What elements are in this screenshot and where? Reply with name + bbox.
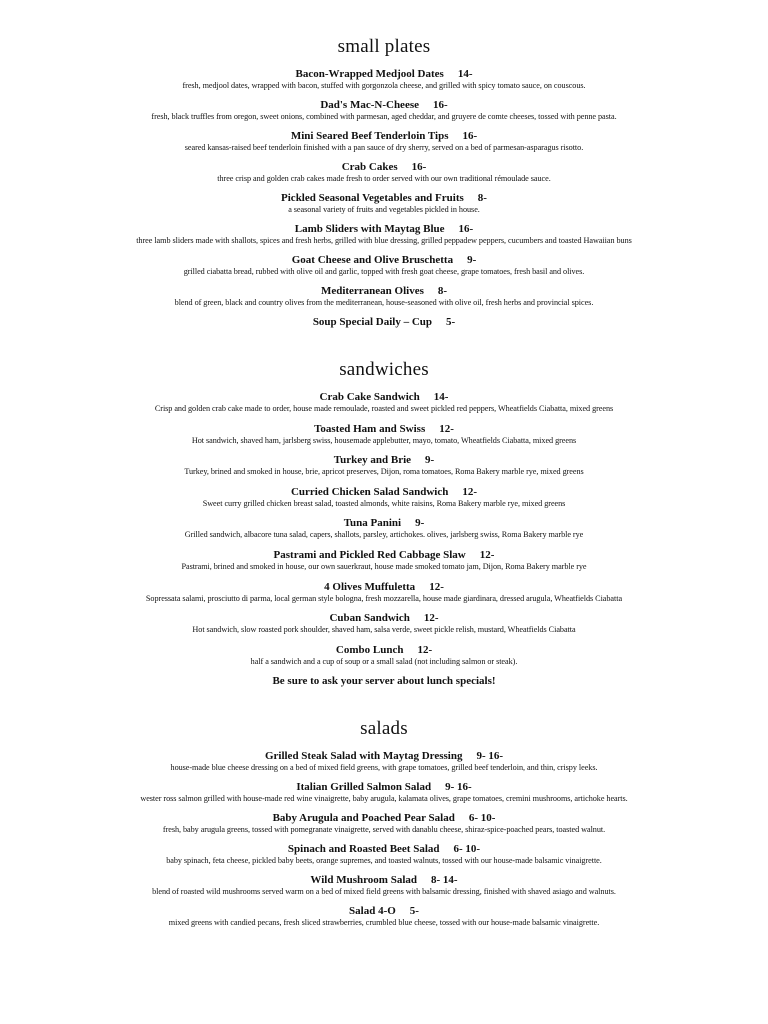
item-list-sandwiches — [0, 391, 768, 667]
menu-item — [0, 750, 768, 773]
menu-item — [0, 391, 768, 414]
menu-item-heading — [0, 549, 768, 562]
menu-item-description: seared kansas-raised beef tenderloin finished with a pan sauce of dry sherry, served on a bed of parmesan-asparagus risotto. — [184, 143, 584, 152]
menu-item-price: 8- — [477, 192, 487, 204]
menu-item-description: wester ross salmon grilled with house-made red wine vinaigrette, baby arugula, kalamata olives, grape tomatoes, cremini mushrooms, artichoke hearts. — [140, 794, 628, 804]
menu-item-name: Italian Grilled Salmon Salad — [296, 781, 432, 794]
menu-item-heading — [0, 517, 768, 530]
menu-item-price: 6- 10- — [468, 812, 496, 825]
menu-item-description: Hot sandwich, shaved ham, jarlsberg swiss, housemade applebutter, mayo, tomato, Wheatfields Ciabatta, mixed greens — [191, 435, 577, 445]
menu-item-name: Turkey and Brie — [333, 454, 412, 467]
section-title-sandwiches: sandwiches — [339, 359, 429, 380]
menu-item-heading — [0, 316, 768, 329]
menu-item-name: Crab Cake Sandwich — [319, 391, 420, 403]
menu-item-heading — [0, 99, 768, 112]
menu-item-heading — [0, 130, 768, 143]
menu-item-name: Tuna Panini — [343, 517, 402, 530]
menu-item-price: 5- — [409, 905, 419, 918]
menu-item — [0, 192, 768, 215]
menu-item-price: 9- — [415, 517, 425, 530]
section-title-small-plates: small plates — [337, 36, 431, 57]
menu-item — [0, 549, 768, 572]
menu-item-description: Crisp and golden crab cake made to order, house made remoulade, roasted and sweet pickled red peppers, Wheatfields Ciabatta, mixed greens — [154, 404, 614, 413]
menu-item-description: baby spinach, feta cheese, pickled baby beets, orange supremes, and toasted walnuts, tossed with our house-made balsamic vinaigrette. — [166, 856, 602, 866]
menu-item-heading — [0, 391, 768, 404]
menu-item-name: Combo Lunch — [335, 643, 404, 656]
menu-item-price: 14- — [433, 391, 449, 403]
menu-item-heading — [0, 192, 768, 205]
section-sandwiches — [0, 359, 768, 688]
menu-item-name: Pastrami and Pickled Red Cabbage Slaw — [273, 548, 466, 561]
menu-item-name: 4 Olives Muffuletta — [324, 580, 416, 593]
menu-item-heading — [0, 644, 768, 657]
menu-item — [0, 612, 768, 635]
section-title-salads: salads — [360, 718, 408, 740]
menu-item-description: Sopressata salami, prosciutto di parma, local german style bologna, fresh mozzarella, house made giardinara, dressed arugula, Wheatfields Ciabatta — [145, 593, 623, 603]
menu-item-name: Cuban Sandwich — [329, 612, 410, 625]
menu-item-price: 5- — [446, 316, 456, 328]
menu-item — [0, 316, 768, 329]
menu-item-description: a seasonal variety of fruits and vegetables pickled in house. — [288, 205, 480, 214]
menu-item-price: 16- — [458, 223, 474, 235]
menu-item-price: 8- — [437, 285, 448, 297]
menu-item-name: Dad's Mac-N-Cheese — [320, 99, 419, 111]
menu-item-description: three crisp and golden crab cakes made fresh to order served with our own traditional rémoulade sauce. — [217, 174, 551, 183]
menu-item-description: half a sandwich and a cup of soup or a small salad (not including salmon or steak). — [250, 656, 518, 666]
menu-item-heading — [0, 454, 768, 467]
item-list-salads — [0, 750, 768, 928]
menu-item-name: Mediterranean Olives — [320, 285, 424, 297]
menu-item-heading — [0, 68, 768, 81]
menu-item-description: Grilled sandwich, albacore tuna salad, capers, shallots, parsley, artichokes. olives, jarlsberg swiss, Roma Bakery marble rye — [184, 530, 584, 540]
menu-item — [0, 99, 768, 122]
menu-item-heading — [0, 486, 768, 499]
menu-item-description: grilled ciabatta bread, rubbed with olive oil and garlic, topped with fresh goat cheese, grape tomatoes, fresh basil and olives. — [183, 267, 585, 276]
menu-item-heading — [0, 843, 768, 856]
menu-item-price: 9- 16- — [476, 750, 504, 763]
menu-item-name: Salad 4-O — [349, 905, 396, 918]
menu-item — [0, 486, 768, 509]
menu-item-name: Bacon-Wrapped Medjool Dates — [295, 68, 444, 80]
menu-item-price: 14- — [457, 68, 473, 80]
menu-item-description: fresh, black truffles from oregon, sweet onions, combined with parmesan, aged cheddar, and gruyere de comte cheeses, tossed with penne pasta. — [151, 112, 617, 121]
menu-item-price: 12- — [479, 548, 495, 561]
section-salads — [0, 718, 768, 928]
item-list-small-plates — [0, 68, 768, 329]
menu-item — [0, 644, 768, 667]
menu-item-description: mixed greens with candied pecans, fresh sliced strawberries, crumbled blue cheese, tossed with our house-made balsamic vinaigrette. — [168, 918, 600, 928]
menu-item — [0, 874, 768, 897]
menu-item-description: Hot sandwich, slow roasted pork shoulder, shaved ham, salsa verde, sweet pickle relish, mustard, Wheatfields Ciabatta — [192, 625, 576, 635]
menu-item-description: Turkey, brined and smoked in house, brie, apricot preserves, Dijon, roma tomatoes, Roma Bakery marble rye, mixed greens — [184, 467, 584, 477]
menu-item-description: house-made blue cheese dressing on a bed of mixed field greens, with grape tomatoes, grilled beef tenderloin, and thin, crispy leeks. — [170, 763, 598, 773]
menu-item-heading — [0, 423, 768, 436]
menu-item-price: 6- 10- — [453, 843, 481, 856]
menu-item-name: Toasted Ham and Swiss — [314, 422, 426, 435]
menu-item-heading — [0, 612, 768, 625]
menu-item-price: 16- — [433, 99, 448, 111]
menu-item — [0, 223, 768, 246]
menu-item-description: fresh, medjool dates, wrapped with bacon, stuffed with gorgonzola cheese, and grilled with spicy tomato sauce, on couscous. — [182, 81, 586, 90]
menu-item-name: Curried Chicken Salad Sandwich — [290, 485, 449, 498]
menu-item-description: Pastrami, brined and smoked in house, our own sauerkraut, house made smoked tomato jam, Dijon, Roma Bakery marble rye — [181, 561, 587, 571]
menu-item-heading — [0, 254, 768, 267]
menu-item-price: 16- — [411, 161, 427, 173]
menu-item-description: three lamb sliders made with shallots, spices and fresh herbs, grilled with blue dressing, grilled peppadew peppers, cucumbers and toasted Hawaiian buns — [136, 236, 632, 245]
menu-item — [0, 781, 768, 804]
menu-item-description: fresh, baby arugula greens, tossed with pomegranate vinaigrette, served with danablu cheese, shiraz-spice-poached pears, toasted walnut. — [162, 825, 606, 835]
lunch-specials-notice: Be sure to ask your server about lunch specials! — [272, 675, 496, 688]
menu-item-heading — [0, 223, 768, 236]
menu-item-name: Pickled Seasonal Vegetables and Fruits — [281, 192, 464, 204]
menu-item-name: Lamb Sliders with Maytag Blue — [294, 223, 445, 235]
menu-item — [0, 812, 768, 835]
menu-item-name: Grilled Steak Salad with Maytag Dressing — [264, 750, 463, 763]
menu-item — [0, 454, 768, 477]
menu-item-heading — [0, 812, 768, 825]
menu-item-price: 12- — [462, 485, 478, 498]
menu-item-description: Sweet curry grilled chicken breast salad, toasted almonds, white raisins, Roma Bakery marble rye, mixed greens — [202, 498, 566, 508]
menu-item-heading — [0, 874, 768, 887]
menu-item-heading — [0, 161, 768, 174]
menu-item-name: Mini Seared Beef Tenderloin Tips — [290, 130, 449, 142]
menu-item-name: Crab Cakes — [341, 161, 398, 173]
menu-item — [0, 285, 768, 308]
menu-item — [0, 423, 768, 446]
menu-item — [0, 68, 768, 91]
menu-item-description: blend of green, black and country olives from the mediterranean, house-seasoned with olive oil, fresh herbs and provincial spices. — [174, 298, 594, 307]
menu-item-price: 9- — [425, 454, 435, 467]
menu-item-name: Baby Arugula and Poached Pear Salad — [272, 812, 455, 825]
section-small-plates — [0, 36, 768, 329]
menu-item-name: Spinach and Roasted Beet Salad — [287, 843, 440, 856]
menu-item — [0, 130, 768, 153]
menu-item — [0, 905, 768, 928]
menu-item — [0, 517, 768, 540]
menu-item-heading — [0, 581, 768, 594]
menu-item-price: 8- 14- — [431, 874, 458, 887]
menu-item-heading — [0, 285, 768, 298]
menu-item-description: blend of roasted wild mushrooms served warm on a bed of mixed field greens with balsamic dressing, finished with shaved asiago and walnuts. — [152, 887, 616, 897]
menu-item-name: Goat Cheese and Olive Bruschetta — [291, 254, 454, 266]
menu-item-name: Soup Special Daily – Cup — [312, 316, 433, 328]
menu-item — [0, 581, 768, 604]
menu-item-name: Wild Mushroom Salad — [310, 874, 417, 887]
menu-item-heading — [0, 905, 768, 918]
menu-item — [0, 161, 768, 184]
menu-item — [0, 254, 768, 277]
menu-item — [0, 843, 768, 866]
menu-item-price: 12- — [417, 643, 433, 656]
menu-item-price: 12- — [429, 580, 444, 593]
menu-item-price: 12- — [439, 422, 454, 435]
menu-item-heading — [0, 781, 768, 794]
menu-item-price: 12- — [423, 612, 439, 625]
menu-item-price: 9- — [467, 254, 477, 266]
menu-item-price: 9- 16- — [445, 781, 472, 794]
menu-item-heading — [0, 750, 768, 763]
menu-item-price: 16- — [462, 130, 478, 142]
